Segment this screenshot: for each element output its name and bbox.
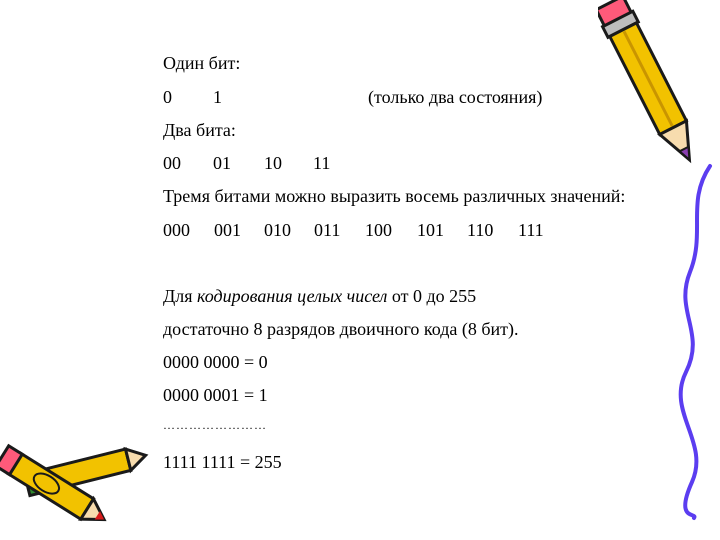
one-bit-heading: Один бит:: [163, 53, 241, 73]
one-bit-value: 1: [213, 87, 222, 107]
two-bit-value: 11: [313, 153, 331, 173]
squiggle-line-icon: [676, 162, 716, 522]
three-bit-value: 100: [365, 220, 392, 240]
three-bit-value: 000: [163, 220, 190, 240]
three-bits-heading: Тремя битами можно выразить восемь различных значений:: [163, 186, 626, 206]
three-bit-value: 111: [518, 220, 544, 240]
integers-line-2: достаточно 8 разрядов двоичного кода (8 бит).: [163, 319, 519, 339]
example-255: 1111 1111 = 255: [163, 452, 282, 472]
two-bit-value: 10: [264, 153, 282, 173]
two-bit-value: 01: [213, 153, 231, 173]
example-one: 0000 0001 = 1: [163, 385, 268, 405]
one-bit-value: 0: [163, 87, 172, 107]
pencil-icon: [598, 0, 710, 176]
three-bit-value: 011: [314, 220, 341, 240]
three-bit-value: 010: [264, 220, 291, 240]
two-bit-value: 00: [163, 153, 181, 173]
crossed-pencils-icon: [0, 432, 152, 530]
integers-line-1-start: Для: [163, 286, 198, 306]
one-bit-note: (только два состояния): [368, 87, 543, 107]
three-bit-value: 101: [417, 220, 444, 240]
two-bits-heading: Два бита:: [163, 120, 236, 140]
example-zero: 0000 0000 = 0: [163, 352, 268, 372]
integers-line-1-italic: кодирования целых чисел: [197, 286, 388, 306]
three-bit-value: 110: [467, 220, 494, 240]
three-bit-value: 001: [214, 220, 241, 240]
integers-line-1-end: от 0 до 255: [387, 286, 477, 306]
integers-line-1: [163, 285, 476, 307]
ellipsis-line: ……………………: [163, 418, 267, 432]
